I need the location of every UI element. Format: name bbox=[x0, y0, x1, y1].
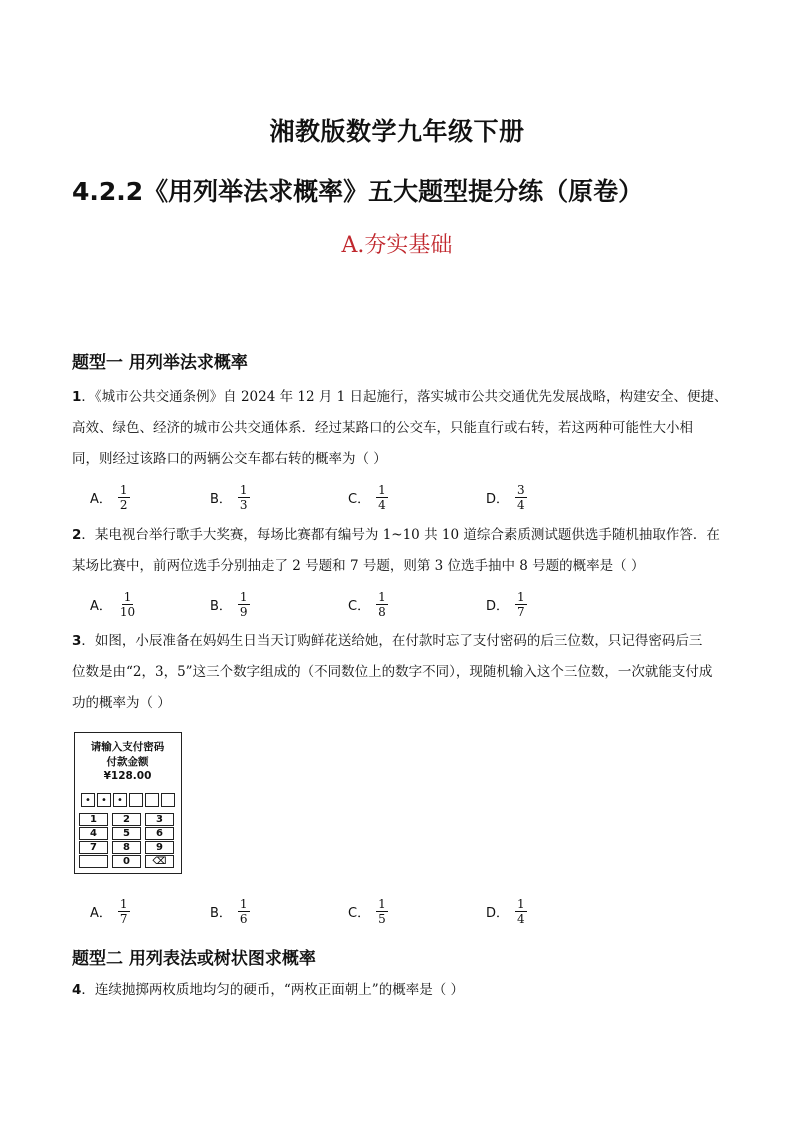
fraction: $\frac{1}{3}$ bbox=[239, 482, 248, 512]
fraction: $\frac{1}{4}$ bbox=[378, 482, 386, 512]
keypad-key bbox=[79, 855, 108, 868]
option-d[interactable]: D． $\frac{3}{4}$ bbox=[486, 482, 525, 512]
password-box bbox=[129, 793, 143, 807]
keypad-amount-label: 付款金额 bbox=[106, 756, 149, 768]
question-number: 1 bbox=[72, 389, 82, 405]
question-line: 功的概率为（ ） bbox=[72, 695, 171, 711]
fraction: $\frac{1}{8}$ bbox=[378, 589, 386, 619]
fraction: $\frac{1}{10}$ bbox=[119, 589, 136, 619]
question-line: ．某电视台举行歌手大奖赛，每场比赛都有编号为 1~10 共 10 道综合素质测试题供选手随机抽取作答．在 bbox=[81, 527, 720, 543]
password-box: • bbox=[113, 793, 127, 807]
option-b[interactable]: B． $\frac{1}{6}$ bbox=[210, 896, 248, 926]
question-4 bbox=[72, 975, 732, 1006]
question-line: 某场比赛中，前两位选手分别抽走了 2 号题和 7 号题，则第 3 位选手抽中 8 号题的概率是（ ） bbox=[72, 558, 645, 574]
options-q1 bbox=[90, 480, 650, 514]
options-q2 bbox=[90, 587, 650, 621]
fraction: $\frac{1}{7}$ bbox=[119, 896, 128, 926]
keypad-key: 3 bbox=[145, 813, 174, 826]
password-box: • bbox=[81, 793, 95, 807]
question-line: ．《城市公共交通条例》自 2024 年 12 月 1 日起施行，落实城市公共交通优先发展战略，构建安全、便捷、 bbox=[81, 389, 728, 405]
keypad-key: 8 bbox=[112, 841, 141, 854]
section-heading-2: 题型二 用列表法或树状图求概率 bbox=[72, 949, 316, 969]
keypad-grid bbox=[79, 813, 176, 869]
fraction: $\frac{1}{7}$ bbox=[517, 589, 525, 619]
document-title: 湘教版数学九年级下册 bbox=[269, 117, 525, 146]
option-c[interactable]: C． $\frac{1}{4}$ bbox=[348, 482, 386, 512]
password-box bbox=[161, 793, 175, 807]
keypad-key: 2 bbox=[112, 813, 141, 826]
question-line: ．如图，小辰准备在妈妈生日当天订购鲜花送给她，在付款时忘了支付密码的后三位数，只记得密码后三 bbox=[81, 633, 703, 649]
question-line: 高效、绿色、经济的城市公共交通体系．经过某路口的公交车，只能直行或右转，若这两种可能性大小相 bbox=[72, 420, 693, 436]
option-c[interactable]: C． $\frac{1}{5}$ bbox=[348, 896, 386, 926]
keypad-key: 5 bbox=[112, 827, 141, 840]
question-line: ．连续抛掷两枚质地均匀的硬币，“两枚正面朝上”的概率是（ ） bbox=[81, 982, 464, 998]
keypad-prompt: 请输入支付密码 bbox=[90, 741, 165, 753]
keypad-amount: ¥128.00 bbox=[103, 770, 152, 782]
fraction: $\frac{1}{5}$ bbox=[378, 896, 386, 926]
keypad-key: 0 bbox=[112, 855, 141, 868]
question-line: 同，则经过该路口的两辆公交车都右转的概率为（ ） bbox=[72, 451, 387, 467]
question-3 bbox=[72, 626, 732, 719]
option-a[interactable]: A． $\frac{1}{10}$ bbox=[90, 589, 136, 619]
part-heading: A.夯实基础 bbox=[341, 233, 453, 258]
option-a[interactable]: A． $\frac{1}{2}$ bbox=[90, 482, 128, 512]
keypad-key: 7 bbox=[79, 841, 108, 854]
option-c[interactable]: C． $\frac{1}{8}$ bbox=[348, 589, 386, 619]
option-a[interactable]: A． $\frac{1}{7}$ bbox=[90, 896, 128, 926]
fraction: $\frac{1}{6}$ bbox=[239, 896, 248, 926]
option-d[interactable]: D． $\frac{1}{7}$ bbox=[486, 589, 525, 619]
option-b[interactable]: B． $\frac{1}{3}$ bbox=[210, 482, 248, 512]
keypad-key: 9 bbox=[145, 841, 174, 854]
keypad-key: 4 bbox=[79, 827, 108, 840]
question-number: 4 bbox=[72, 982, 82, 998]
options-q3 bbox=[90, 894, 650, 928]
backspace-icon: ⌫ bbox=[145, 855, 174, 868]
option-d[interactable]: D． $\frac{1}{4}$ bbox=[486, 896, 525, 926]
question-number: 2 bbox=[72, 527, 82, 543]
fraction: $\frac{1}{2}$ bbox=[119, 482, 128, 512]
fraction: $\frac{1}{9}$ bbox=[239, 589, 248, 619]
section-heading-1: 题型一 用列举法求概率 bbox=[72, 353, 248, 373]
fraction: $\frac{1}{4}$ bbox=[517, 896, 525, 926]
option-b[interactable]: B． $\frac{1}{9}$ bbox=[210, 589, 248, 619]
password-box bbox=[145, 793, 159, 807]
payment-keypad-figure bbox=[74, 732, 182, 874]
fraction: $\frac{3}{4}$ bbox=[517, 482, 525, 512]
password-boxes bbox=[81, 793, 175, 807]
question-1 bbox=[72, 382, 732, 475]
password-box: • bbox=[97, 793, 111, 807]
question-line: 位数是由“2，3，5”这三个数字组成的（不同数位上的数字不同），现随机输入这个三位数，一次就能支付成 bbox=[72, 664, 713, 680]
keypad-key: 6 bbox=[145, 827, 174, 840]
question-number: 3 bbox=[72, 633, 82, 649]
document-subtitle: 4.2.2《用列举法求概率》五大题型提分练（原卷） bbox=[72, 177, 644, 206]
keypad-key: 1 bbox=[79, 813, 108, 826]
question-2 bbox=[72, 520, 732, 582]
